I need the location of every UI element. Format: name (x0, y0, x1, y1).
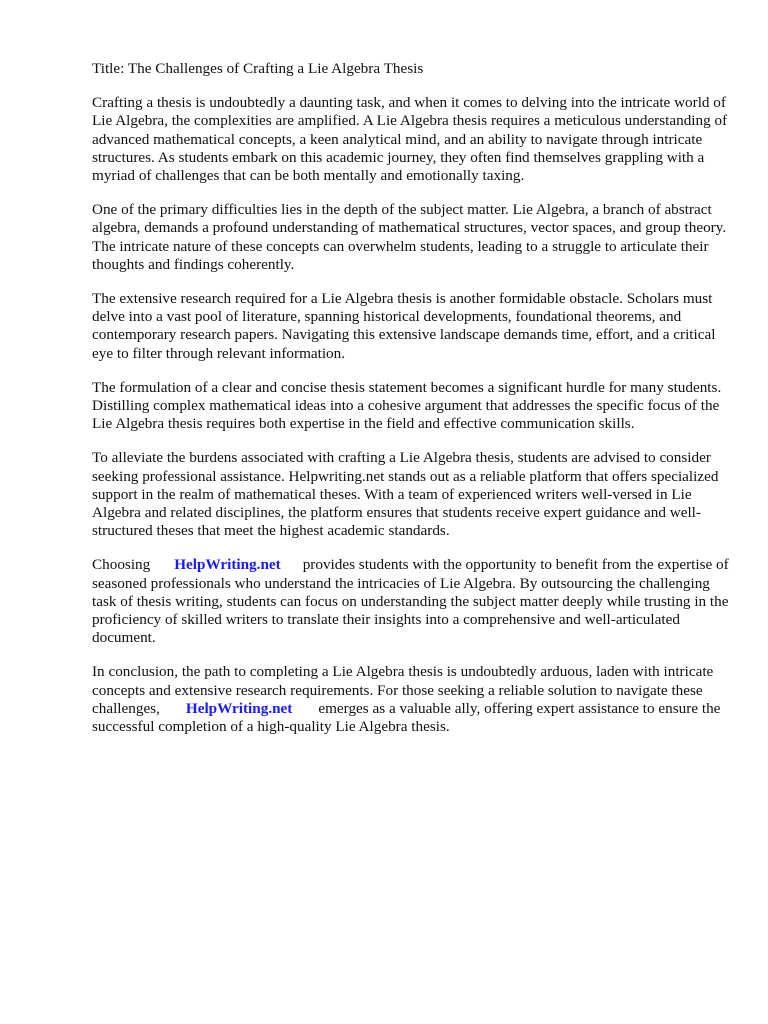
paragraph-assistance: To alleviate the burdens associated with crafting a Lie Algebra thesis, students are advised to consider seeking professional assistance. Helpwriting.net stands out as a reliable platform that offers specialized support in the realm of mathematical theses. With a team of experienced writers well-versed in Lie Algebra and related disciplines, the platform ensures that students receive expert guidance and well-structured theses that meet the highest academic standards. (92, 449, 719, 540)
document-page (92, 60, 732, 752)
paragraph-difficulties: One of the primary difficulties lies in the depth of the subject matter. Lie Algebra, a branch of abstract algebra, demands a profound understanding of mathematical structures, vector spaces, and group theory. The intricate nature of these concepts can overwhelm students, leading to a struggle to articulate their thoughts and findings coherently. (92, 201, 727, 273)
document-title: Title: The Challenges of Crafting a Lie Algebra Thesis (92, 60, 424, 77)
helpwriting-link-1[interactable]: HelpWriting.net (174, 556, 281, 574)
paragraph-conclusion (92, 663, 732, 736)
paragraph-thesis-statement: The formulation of a clear and concise thesis statement becomes a significant hurdle for many students. Distilling complex mathematical ideas into a cohesive argument that addresses the specific focus of the Lie Algebra thesis requires both expertise in the field and effective communication skills. (92, 378, 722, 433)
conclusion-text-after: emerges as a valuable ally, offering expert assistance to ensure the successful completion of a high-quality Lie Algebra thesis. (92, 699, 721, 736)
paragraph-research: The extensive research required for a Lie Algebra thesis is another formidable obstacle. Scholars must delve into a vast pool of literature, spanning historical developments, foundational theorems, and contemporary research papers. Navigating this extensive landscape demands time, effort, and a critical eye to filter through relevant information. (92, 290, 716, 362)
paragraph-choosing (92, 556, 732, 647)
conclusion-text-before: In conclusion, the path to completing a Lie Algebra thesis is undoubtedly arduous, laden with intricate concepts and extensive research requirements. For those seeking a reliable solution to navigate these challenges, (92, 663, 714, 717)
paragraph-intro: Crafting a thesis is undoubtedly a daunting task, and when it comes to delving into the intricate world of Lie Algebra, the complexities are amplified. A Lie Algebra thesis requires a meticulous understanding of advanced mathematical concepts, a keen analytical mind, and an ability to navigate through intricate structures. As students embark on this academic journey, they often find themselves grappling with a myriad of challenges that can be both mentally and emotionally taxing. (92, 94, 728, 185)
helpwriting-link-2[interactable]: HelpWriting.net (185, 699, 293, 717)
choosing-text-after: provides students with the opportunity to benefit from the expertise of seasoned professionals who understand the intricacies of Lie Algebra. By outsourcing the challenging task of thesis writing, students can focus on understanding the subject matter deeply while trusting in the proficiency of skilled writers to translate their insights into a comprehensive and well-articulated document. (92, 556, 729, 647)
choosing-text-before: Choosing (92, 556, 151, 574)
